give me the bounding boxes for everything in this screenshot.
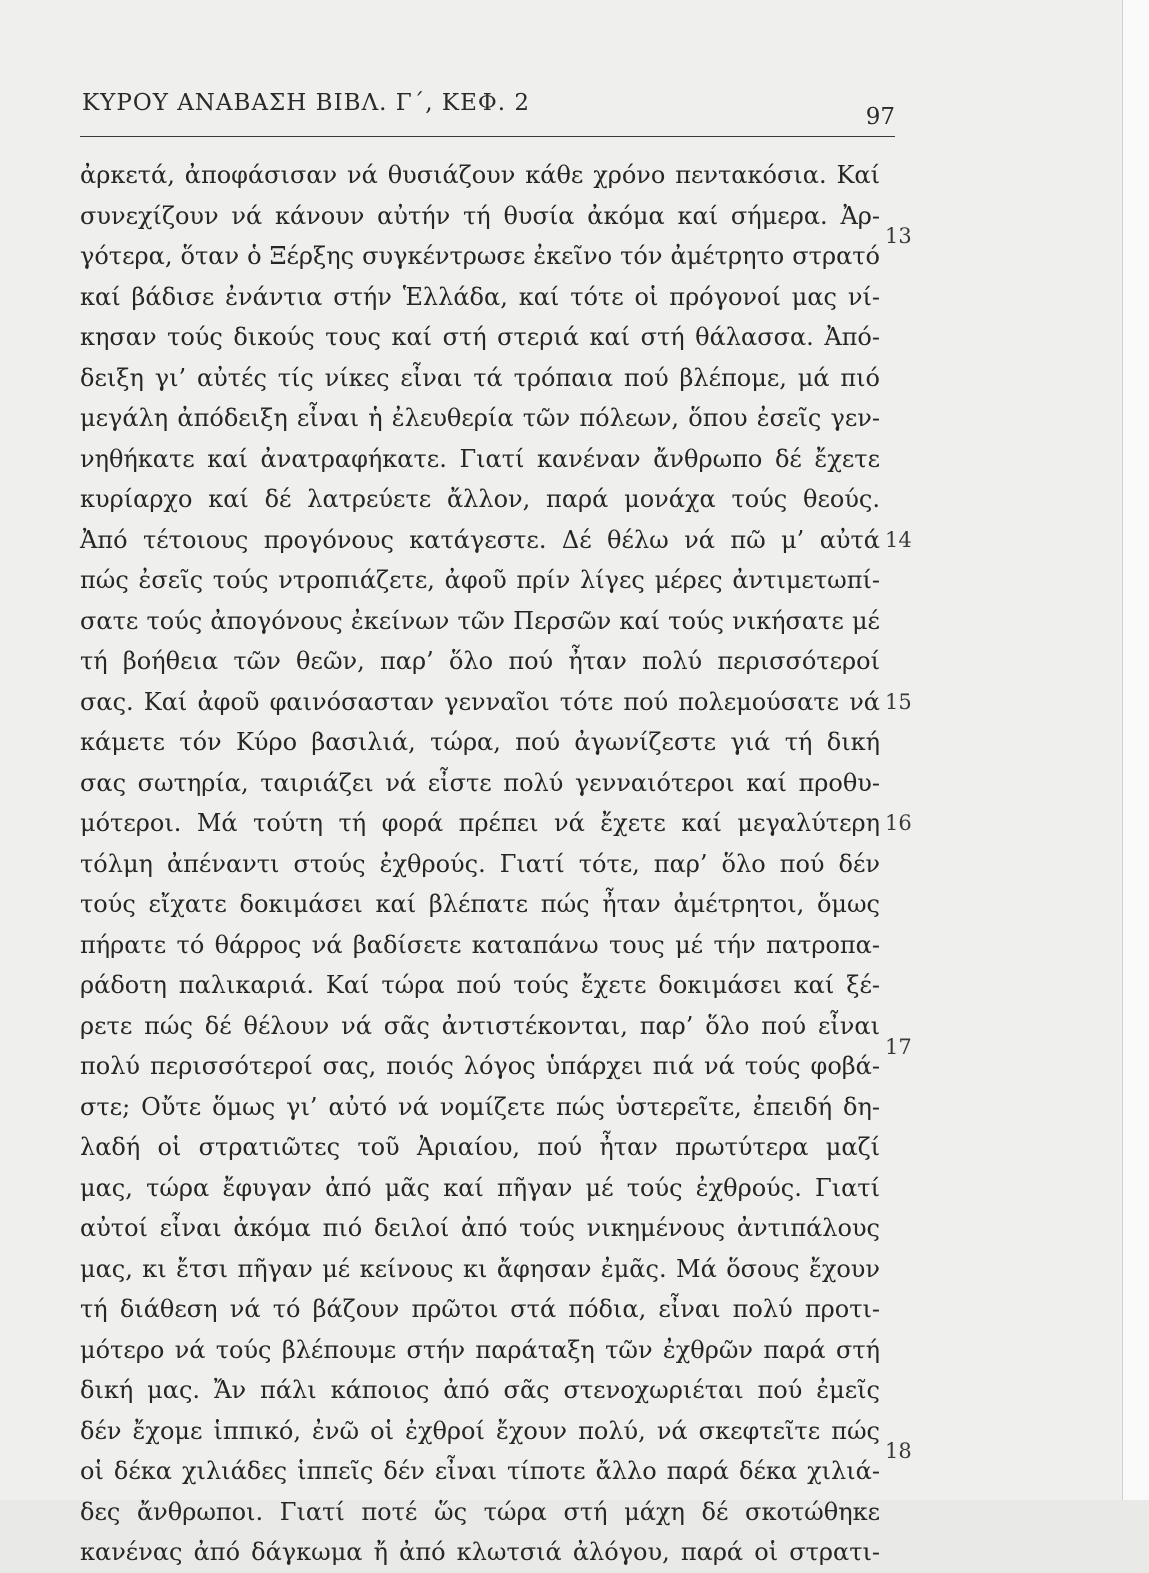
text-line: σατε τούς ἀπογόνους ἐκείνων τῶν Περσῶν καί τούς νικήσατε μέ: [80, 606, 880, 635]
text-line: μότεροι. Μά τούτη τή φορά πρέπει νά ἔχετε καί μεγαλύτερη: [80, 809, 880, 837]
text-line: πώς ἐσεῖς τούς ντροπιάζετε, ἀφοῦ πρίν λίγες μέρες ἀντιμετωπί-: [80, 566, 880, 594]
body-text: [80, 155, 880, 1573]
section-number: 17: [885, 1035, 912, 1059]
text-line: δειξη γι’ αὐτές τίς νίκες εἶναι τά τρόπαια πού βλέπομε, μά πιό: [80, 363, 880, 392]
text-line: τή διάθεση νά τό βάζουν πρῶτοι στά πόδια, εἶναι πολύ προτι-: [80, 1295, 880, 1323]
text-line: πολύ περισσότεροί σας, ποιός λόγος ὑπάρχει πιά νά τούς φοβά-: [80, 1052, 880, 1080]
text-line: στε; Οὔτε ὅμως γι’ αὐτό νά νομίζετε πώς ὑστερεῖτε, ἐπειδή δη-: [80, 1092, 880, 1121]
text-line: μας, τώρα ἔφυγαν ἀπό μᾶς καί πῆγαν μέ τούς ἐχθρούς. Γιατί: [80, 1173, 880, 1202]
text-line: νηθήκατε καί ἀνατραφήκατε. Γιατί κανέναν ἄνθρωπο δέ ἔχετε: [80, 444, 880, 473]
page-header: [80, 82, 895, 142]
text-line: μότερο νά τούς βλέπουμε στήν παράταξη τῶν ἐχθρῶν παρά στή: [80, 1335, 880, 1364]
text-line: μεγάλη ἀπόδειξη εἶναι ἡ ἐλευθερία τῶν πόλεων, ὅπου ἐσεῖς γεν-: [80, 404, 880, 432]
text-line: σας. Καί ἀφοῦ φαινόσασταν γενναῖοι τότε πού πολεμούσατε νά: [80, 687, 880, 716]
text-line: συνεχίζουν νά κάνουν αὐτήν τή θυσία ἀκόμα καί σήμερα. Ἀρ-: [80, 201, 880, 230]
section-number: 14: [885, 528, 912, 552]
page-number: 97: [865, 104, 895, 130]
text-line: πήρατε τό θάρρος νά βαδίσετε καταπάνω τους μέ τήν πατροπα-: [80, 930, 880, 959]
section-number: 15: [885, 690, 912, 714]
page-edge: [1122, 0, 1149, 1500]
text-line: ρετε πώς δέ θέλουν νά σᾶς ἀντιστέκονται, παρ’ ὅλο πού εἶναι: [80, 1011, 880, 1040]
text-line: κυρίαρχο καί δέ λατρεύετε ἄλλον, παρά μονάχα τούς θεούς.: [80, 485, 880, 513]
text-line: ράδοτη παλικαριά. Καί τώρα πού τούς ἔχετε δοκιμάσει καί ξέ-: [80, 971, 880, 999]
text-line: σας σωτηρία, ταιριάζει νά εἶστε πολύ γενναιότεροι καί προθυ-: [80, 768, 880, 797]
text-line: δική μας. Ἄν πάλι κάποιος ἀπό σᾶς στενοχωριέται πού ἐμεῖς: [80, 1376, 880, 1404]
text-line: οἱ δέκα χιλιάδες ἱππεῖς δέν εἶναι τίποτε ἄλλο παρά δέκα χιλιά-: [80, 1457, 880, 1485]
header-rule: [80, 136, 895, 137]
text-line: μας, κι ἔτσι πῆγαν μέ κείνους κι ἄφησαν ἐμᾶς. Μά ὅσους ἔχουν: [80, 1254, 880, 1283]
text-line: δες ἄνθρωποι. Γιατί ποτέ ὥς τώρα στή μάχη δέ σκοτώθηκε: [80, 1497, 880, 1526]
section-number: 16: [885, 811, 912, 835]
text-line: κησαν τούς δικούς τους καί στή στεριά καί στή θάλασσα. Ἀπό-: [80, 323, 880, 351]
text-line: Ἀπό τέτοιους προγόνους κατάγεστε. Δέ θέλω νά πῶ μ’ αὐτά: [80, 525, 880, 554]
text-line: κανένας ἀπό δάγκωμα ἤ ἀπό κλωτσιά ἀλόγου, παρά οἱ στρατι-: [80, 1538, 880, 1566]
text-line: δέν ἔχομε ἱππικό, ἐνῶ οἱ ἐχθροί ἔχουν πολύ, νά σκεφτεῖτε πώς: [80, 1416, 880, 1445]
text-line: ἀρκετά, ἀποφάσισαν νά θυσιάζουν κάθε χρόνο πεντακόσια. Καί: [80, 161, 880, 189]
text-line: λαδή οἱ στρατιῶτες τοῦ Ἀριαίου, πού ἦταν πρωτύτερα μαζί: [80, 1133, 880, 1161]
running-title: ΚΥΡΟΥ ΑΝΑΒΑΣΗ ΒΙΒΛ. Γ΄, ΚΕΦ. 2: [82, 90, 530, 116]
text-line: τούς εἴχατε δοκιμάσει καί βλέπατε πώς ἦταν ἀμέτρητοι, ὅμως: [80, 890, 880, 918]
text-line: καί βάδισε ἐνάντια στήν Ἑλλάδα, καί τότε οἱ πρόγονοί μας νί-: [80, 282, 880, 311]
text-line: γότερα, ὅταν ὁ Ξέρξης συγκέντρωσε ἐκεῖνο τόν ἀμέτρητο στρατό: [80, 242, 880, 270]
text-line: κάμετε τόν Κύρο βασιλιά, τώρα, πού ἀγωνίζεστε γιά τή δική: [80, 728, 880, 756]
section-number: 18: [885, 1439, 912, 1463]
text-line: τόλμη ἀπέναντι στούς ἐχθρούς. Γιατί τότε, παρ’ ὅλο πού δέν: [80, 849, 880, 878]
section-number: 13: [885, 224, 912, 248]
text-line: αὐτοί εἶναι ἀκόμα πιό δειλοί ἀπό τούς νικημένους ἀντιπάλους: [80, 1214, 880, 1242]
text-line: τή βοήθεια τῶν θεῶν, παρ’ ὅλο πού ἦταν πολύ περισσότεροί: [80, 647, 880, 675]
